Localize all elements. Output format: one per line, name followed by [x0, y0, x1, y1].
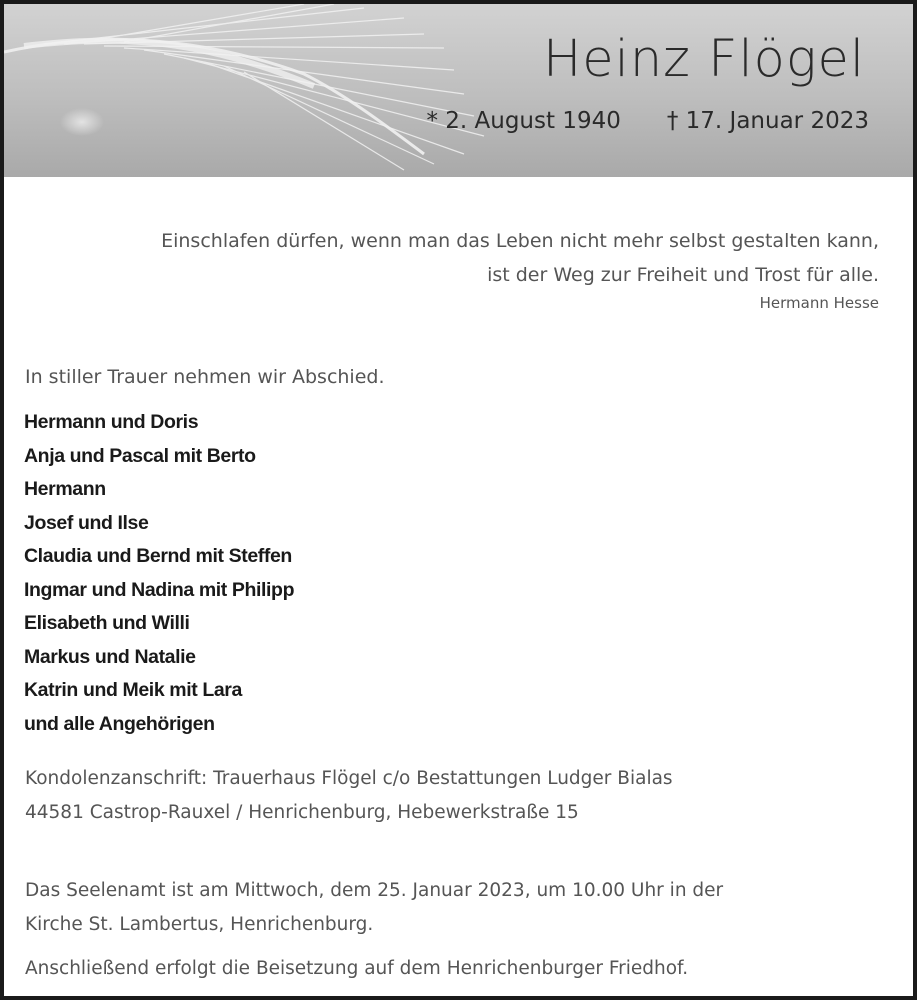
address-line-2: 44581 Castrop-Rauxel / Henrichenburg, Hebewerkstraße 15	[25, 802, 579, 823]
life-dates	[426, 108, 869, 134]
mourner-item: Katrin und Meik mit Lara	[24, 679, 242, 701]
address-line-1: Kondolenzanschrift: Trauerhaus Flögel c/o Bestattungen Ludger Bialas	[25, 768, 673, 789]
service-line-1: Das Seelenamt ist am Mittwoch, dem 25. Januar 2023, um 10.00 Uhr in der	[25, 880, 724, 901]
header-banner	[4, 4, 913, 177]
deceased-name: Heinz Flögel	[542, 30, 865, 89]
quote-line-1: Einschlafen dürfen, wenn man das Leben nicht mehr selbst gestalten kann,	[161, 230, 879, 252]
mourner-item: Markus und Natalie	[24, 645, 196, 668]
wheat-ear-icon	[4, 4, 524, 177]
service-info	[25, 874, 723, 942]
quote-author: Hermann Hesse	[759, 294, 879, 312]
burial-info: Anschließend erfolgt die Beisetzung auf dem Henrichenburger Friedhof.	[25, 958, 689, 979]
death-date: † 17. Januar 2023	[666, 108, 869, 134]
mourner-item: Claudia und Bernd mit Steffen	[24, 545, 292, 567]
mourner-item: Anja und Pascal mit Berto	[24, 444, 256, 467]
quote-line-2: ist der Weg zur Freiheit und Trost für alle.	[487, 264, 879, 286]
quote	[161, 224, 879, 292]
mourner-item: Josef und Ilse	[24, 511, 149, 534]
birth-date: * 2. August 1940	[426, 108, 621, 134]
condolence-address	[25, 762, 673, 830]
mourner-item: Ingmar und Nadina mit Philipp	[24, 578, 295, 601]
mourner-item: Hermann und Doris	[24, 411, 199, 433]
intro-text: In stiller Trauer nehmen wir Abschied.	[25, 366, 385, 388]
mourner-item: und alle Angehörigen	[24, 712, 215, 735]
mourner-item: Elisabeth und Willi	[24, 612, 190, 634]
service-line-2: Kirche St. Lambertus, Henrichenburg.	[25, 914, 374, 935]
mourners-list	[24, 406, 294, 741]
mourner-item: Hermann	[24, 478, 106, 500]
